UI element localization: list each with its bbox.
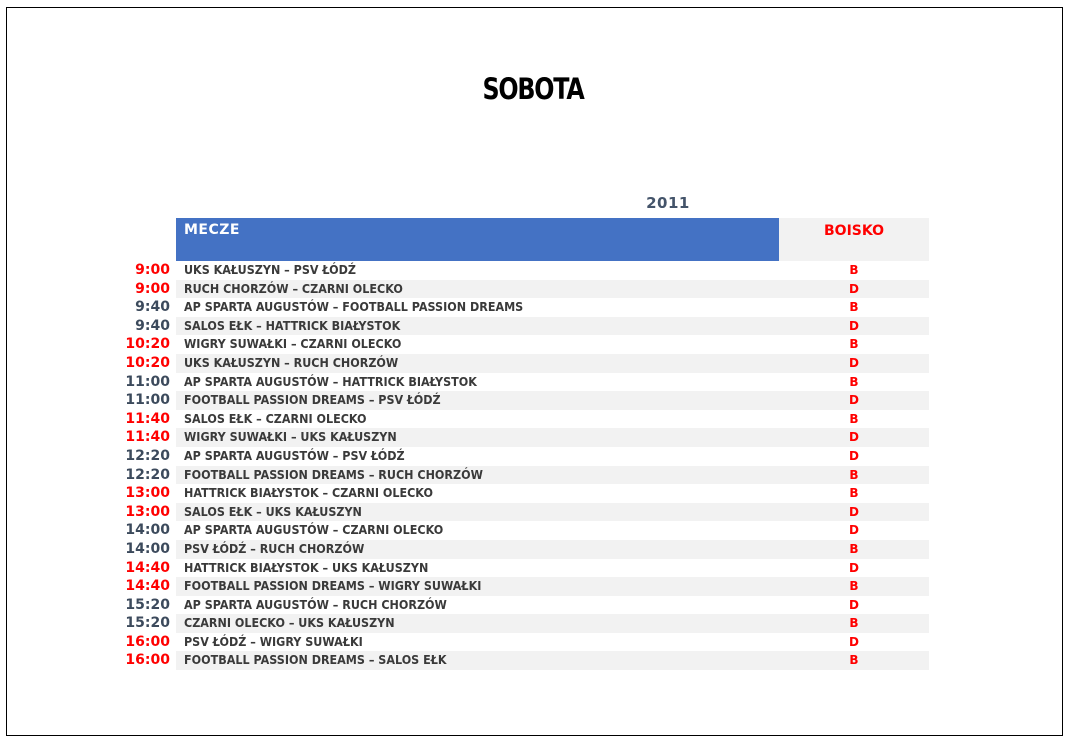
match-time: 10:20 [125, 354, 170, 371]
match-pairing: PSV ŁÓDŹ – RUCH CHORZÓW [184, 541, 365, 556]
schedule-row [0, 317, 1066, 336]
match-time: 13:00 [125, 503, 170, 520]
schedule-row [0, 447, 1066, 466]
match-field: B [849, 300, 859, 315]
match-field: D [849, 504, 859, 519]
match-pairing: RUCH CHORZÓW – CZARNI OLECKO [184, 281, 403, 296]
schedule-row [0, 540, 1066, 559]
page-title: SOBOTA [482, 72, 584, 106]
match-time: 9:00 [135, 280, 170, 297]
schedule-row [0, 633, 1066, 652]
schedule-row [0, 428, 1066, 447]
match-field: D [849, 430, 859, 445]
schedule-row [0, 596, 1066, 615]
match-field: B [849, 616, 859, 631]
match-time: 11:00 [125, 392, 170, 409]
match-field: D [849, 393, 859, 408]
year-label: 2011 [646, 194, 690, 212]
match-field: D [849, 448, 859, 463]
match-field: D [849, 523, 859, 538]
match-field: B [849, 263, 859, 277]
match-pairing: SALOS EŁK – HATTRICK BIAŁYSTOK [184, 318, 401, 333]
match-time: 13:00 [125, 485, 170, 502]
match-time: 12:20 [125, 466, 170, 483]
match-pairing: FOOTBALL PASSION DREAMS – WIGRY SUWAŁKI [184, 579, 482, 594]
match-pairing: CZARNI OLECKO – UKS KAŁUSZYN [184, 616, 395, 631]
match-time: 9:40 [135, 299, 170, 316]
match-pairing: PSV ŁÓDŹ – WIGRY SUWAŁKI [184, 634, 363, 649]
match-time: 15:20 [125, 596, 170, 613]
match-pairing: FOOTBALL PASSION DREAMS – PSV ŁÓDŹ [184, 393, 441, 408]
match-field: D [849, 281, 859, 296]
match-pairing: AP SPARTA AUGUSTÓW – RUCH CHORZÓW [184, 597, 447, 612]
schedule-row [0, 521, 1066, 540]
schedule-row [0, 280, 1066, 299]
matches-header-label: MECZE [184, 222, 240, 238]
schedule-row [0, 335, 1066, 354]
match-pairing: WIGRY SUWAŁKI – CZARNI OLECKO [184, 337, 402, 352]
match-time: 9:00 [135, 262, 170, 278]
match-field: D [849, 318, 859, 333]
match-time: 16:00 [125, 633, 170, 650]
match-field: B [849, 541, 859, 556]
schedule-row [0, 466, 1066, 485]
match-time: 9:40 [135, 317, 170, 334]
schedule-table [0, 261, 1066, 670]
match-pairing: UKS KAŁUSZYN – RUCH CHORZÓW [184, 355, 399, 370]
match-pairing: HATTRICK BIAŁYSTOK – UKS KAŁUSZYN [184, 560, 429, 575]
match-time: 15:20 [125, 615, 170, 632]
match-time: 16:00 [125, 652, 170, 669]
match-field: D [849, 355, 859, 370]
schedule-row [0, 651, 1066, 670]
schedule-row [0, 391, 1066, 410]
match-pairing: FOOTBALL PASSION DREAMS – SALOS EŁK [184, 653, 447, 668]
match-pairing: FOOTBALL PASSION DREAMS – RUCH CHORZÓW [184, 467, 483, 482]
match-time: 14:40 [125, 578, 170, 595]
match-field: B [849, 579, 859, 594]
match-field: D [849, 634, 859, 649]
schedule-row [0, 577, 1066, 596]
schedule-row [0, 484, 1066, 503]
match-field: B [849, 374, 859, 389]
match-field: B [849, 653, 859, 668]
match-pairing: SALOS EŁK – UKS KAŁUSZYN [184, 504, 362, 519]
match-time: 14:40 [125, 559, 170, 576]
match-pairing: UKS KAŁUSZYN – PSV ŁÓDŹ [184, 263, 357, 277]
match-time: 11:40 [125, 410, 170, 427]
match-pairing: WIGRY SUWAŁKI – UKS KAŁUSZYN [184, 430, 397, 445]
match-time: 11:00 [125, 373, 170, 390]
match-pairing: AP SPARTA AUGUSTÓW – PSV ŁÓDŹ [184, 448, 405, 463]
schedule-row [0, 559, 1066, 578]
match-time: 14:00 [125, 522, 170, 539]
match-pairing: AP SPARTA AUGUSTÓW – HATTRICK BIAŁYSTOK [184, 374, 477, 389]
schedule-row [0, 298, 1066, 317]
match-field: B [849, 486, 859, 501]
match-field: D [849, 597, 859, 612]
match-time: 11:40 [125, 429, 170, 446]
schedule-row [0, 354, 1066, 373]
field-header-label: BOISKO [824, 223, 884, 239]
match-pairing: AP SPARTA AUGUSTÓW – CZARNI OLECKO [184, 523, 444, 538]
match-field: B [849, 337, 859, 352]
match-pairing: HATTRICK BIAŁYSTOK – CZARNI OLECKO [184, 486, 433, 501]
schedule-row [0, 373, 1066, 392]
match-field: B [849, 411, 859, 426]
schedule-row [0, 261, 1066, 280]
match-field: B [849, 467, 859, 482]
schedule-row [0, 503, 1066, 522]
match-field: D [849, 560, 859, 575]
match-pairing: AP SPARTA AUGUSTÓW – FOOTBALL PASSION DREAMS [184, 300, 524, 315]
match-time: 12:20 [125, 447, 170, 464]
match-time: 14:00 [125, 540, 170, 557]
schedule-row [0, 614, 1066, 633]
match-pairing: SALOS EŁK – CZARNI OLECKO [184, 411, 367, 426]
matches-header [176, 218, 779, 261]
match-time: 10:20 [125, 336, 170, 353]
schedule-row [0, 410, 1066, 429]
field-header [779, 218, 929, 261]
